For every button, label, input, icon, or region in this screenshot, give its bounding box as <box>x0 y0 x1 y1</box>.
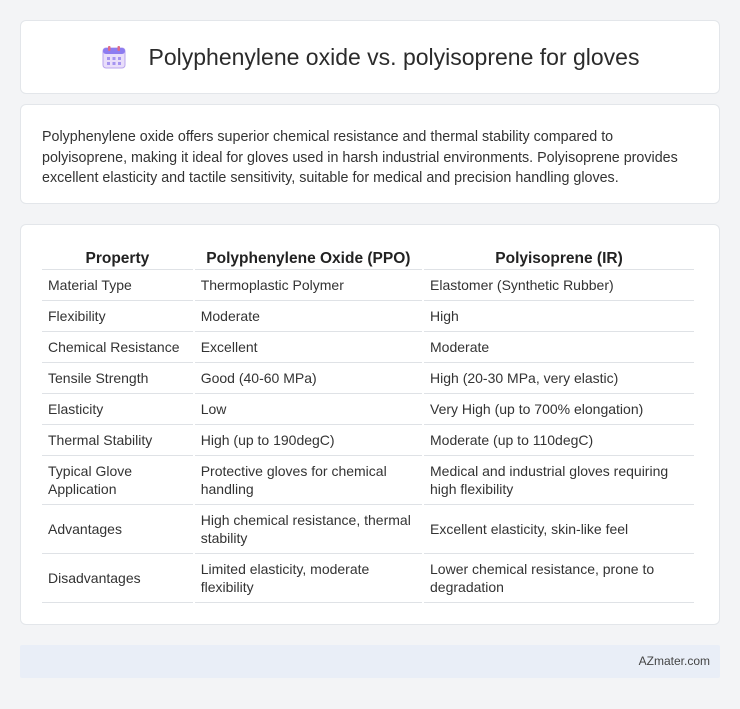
property-cell: Chemical Resistance <box>42 332 193 363</box>
property-cell: Disadvantages <box>42 554 193 603</box>
ppo-cell: Thermoplastic Polymer <box>195 270 422 301</box>
ppo-cell: High (up to 190degC) <box>195 425 422 456</box>
property-cell: Elasticity <box>42 394 193 425</box>
property-cell: Flexibility <box>42 301 193 332</box>
property-cell: Tensile Strength <box>42 363 193 394</box>
table-row <box>42 301 694 332</box>
comparison-table <box>40 246 696 603</box>
comparison-card <box>20 224 720 625</box>
intro-card <box>20 104 720 204</box>
intro-text: Polyphenylene oxide offers superior chemical resistance and thermal stability compared to polyisoprene, making it ideal for gloves used in harsh industrial environments. Polyisoprene provides excellent elasticity and tactile sensitivity, suitable for medical and precision handling gloves. <box>42 129 678 186</box>
table-row <box>42 425 694 456</box>
property-cell: Advantages <box>42 505 193 554</box>
ppo-cell: Limited elasticity, moderate flexibility <box>195 554 422 603</box>
table-header-row <box>42 246 694 270</box>
table-row <box>42 270 694 301</box>
table-row <box>42 332 694 363</box>
header-ppo: Polyphenylene Oxide (PPO) <box>195 246 422 270</box>
ir-cell: Moderate <box>424 332 694 363</box>
table-row <box>42 363 694 394</box>
property-cell: Typical Glove Application <box>42 456 193 505</box>
footer-bar <box>20 645 720 678</box>
property-cell: Thermal Stability <box>42 425 193 456</box>
ir-cell: Excellent elasticity, skin-like feel <box>424 505 694 554</box>
table-row <box>42 456 694 505</box>
header-property: Property <box>42 246 193 270</box>
ir-cell: Moderate (up to 110degC) <box>424 425 694 456</box>
footer-brand: AZmater.com <box>638 654 710 668</box>
ppo-cell: Moderate <box>195 301 422 332</box>
ir-cell: Lower chemical resistance, prone to degradation <box>424 554 694 603</box>
ppo-cell: Protective gloves for chemical handling <box>195 456 422 505</box>
calendar-icon <box>101 44 127 70</box>
table-row <box>42 554 694 603</box>
ppo-cell: Low <box>195 394 422 425</box>
header-ir: Polyisoprene (IR) <box>424 246 694 270</box>
title-card <box>20 20 720 94</box>
ir-cell: High (20-30 MPa, very elastic) <box>424 363 694 394</box>
ir-cell: High <box>424 301 694 332</box>
ppo-cell: High chemical resistance, thermal stability <box>195 505 422 554</box>
ir-cell: Very High (up to 700% elongation) <box>424 394 694 425</box>
ir-cell: Elastomer (Synthetic Rubber) <box>424 270 694 301</box>
ppo-cell: Excellent <box>195 332 422 363</box>
table-row <box>42 505 694 554</box>
page-title: Polyphenylene oxide vs. polyisoprene for gloves <box>148 43 640 70</box>
ppo-cell: Good (40-60 MPa) <box>195 363 422 394</box>
property-cell: Material Type <box>42 270 193 301</box>
ir-cell: Medical and industrial gloves requiring high flexibility <box>424 456 694 505</box>
table-row <box>42 394 694 425</box>
